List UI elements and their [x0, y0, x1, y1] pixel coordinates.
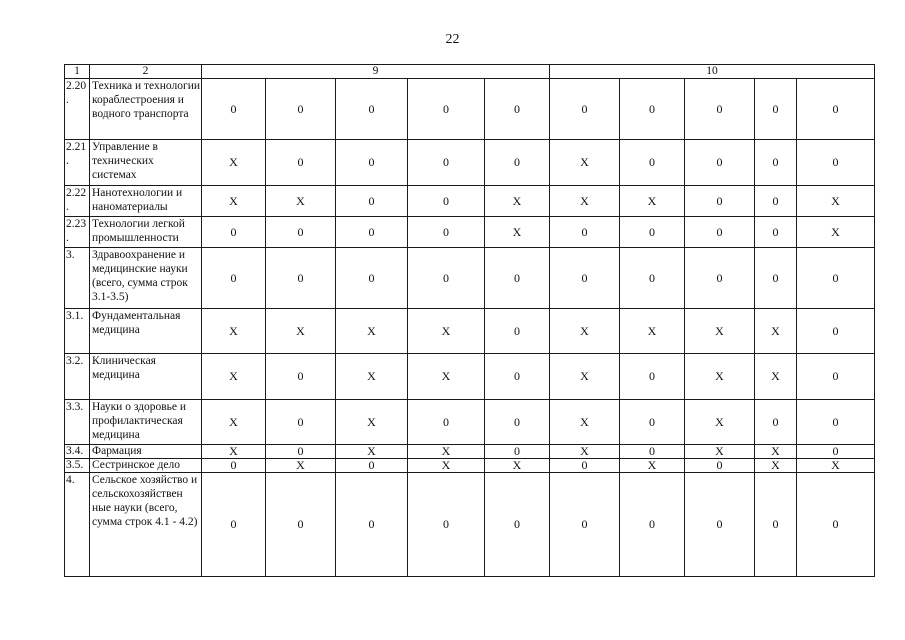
cell: X: [202, 309, 266, 354]
cell: 0: [755, 140, 797, 186]
cell: 0: [266, 79, 336, 140]
cell: X: [336, 309, 408, 354]
cell: X: [266, 459, 336, 473]
cell: 0: [620, 354, 685, 400]
cell: 0: [408, 140, 485, 186]
row-name: Фундаментальная медицина: [90, 309, 202, 354]
cell: X: [797, 459, 875, 473]
cell: 0: [620, 79, 685, 140]
cell: 0: [685, 473, 755, 577]
header-group-9: 9: [202, 65, 550, 79]
cell: 0: [550, 459, 620, 473]
cell: 0: [485, 445, 550, 459]
cell: X: [485, 217, 550, 248]
cell: X: [202, 445, 266, 459]
cell: 0: [620, 445, 685, 459]
cell: 0: [485, 400, 550, 445]
row-number: 2.23 .: [65, 217, 90, 248]
cell: 0: [755, 186, 797, 217]
row-name: Управление в технических системах: [90, 140, 202, 186]
cell: 0: [620, 248, 685, 309]
cell: 0: [485, 79, 550, 140]
cell: 0: [550, 248, 620, 309]
cell: 0: [797, 309, 875, 354]
cell: 0: [266, 400, 336, 445]
row-number: 3.5.: [65, 459, 90, 473]
header-group-10: 10: [550, 65, 875, 79]
cell: 0: [485, 473, 550, 577]
cell: 0: [755, 217, 797, 248]
table-row: [65, 354, 875, 400]
cell: 0: [620, 400, 685, 445]
cell: 0: [408, 217, 485, 248]
cell: X: [550, 140, 620, 186]
cell: X: [336, 354, 408, 400]
cell: 0: [485, 354, 550, 400]
cell: X: [266, 186, 336, 217]
row-number: 3.3.: [65, 400, 90, 445]
cell: 0: [336, 140, 408, 186]
cell: X: [550, 309, 620, 354]
cell: 0: [485, 309, 550, 354]
row-number: 3.4.: [65, 445, 90, 459]
cell: 0: [202, 79, 266, 140]
cell: 0: [685, 217, 755, 248]
cell: X: [620, 186, 685, 217]
cell: X: [550, 186, 620, 217]
row-number: 3.: [65, 248, 90, 309]
table-row: [65, 140, 875, 186]
cell: X: [685, 309, 755, 354]
table-row: [65, 217, 875, 248]
cell: 0: [266, 217, 336, 248]
table-row: [65, 400, 875, 445]
cell: 0: [797, 140, 875, 186]
cell: 0: [755, 400, 797, 445]
cell: X: [685, 354, 755, 400]
cell: 0: [202, 459, 266, 473]
cell: X: [336, 400, 408, 445]
cell: X: [408, 354, 485, 400]
cell: 0: [685, 186, 755, 217]
table-row: [65, 79, 875, 140]
row-name: Технологии легкой промышленности: [90, 217, 202, 248]
cell: X: [755, 459, 797, 473]
cell: 0: [408, 186, 485, 217]
table-row: [65, 459, 875, 473]
cell: 0: [202, 473, 266, 577]
cell: X: [755, 309, 797, 354]
cell: 0: [620, 217, 685, 248]
cell: X: [336, 445, 408, 459]
cell: 0: [408, 248, 485, 309]
cell: 0: [550, 473, 620, 577]
header-col-2: 2: [90, 65, 202, 79]
row-number: 2.20 .: [65, 79, 90, 140]
cell: X: [202, 400, 266, 445]
cell: X: [550, 445, 620, 459]
cell: 0: [797, 354, 875, 400]
cell: X: [485, 186, 550, 217]
row-name: Фармация: [90, 445, 202, 459]
cell: X: [408, 309, 485, 354]
cell: 0: [685, 459, 755, 473]
cell: X: [408, 445, 485, 459]
row-name: Сестринское дело: [90, 459, 202, 473]
row-number: 3.2.: [65, 354, 90, 400]
cell: X: [797, 186, 875, 217]
cell: 0: [336, 79, 408, 140]
row-name: Техника и технологии кораблестроения и водного транспорта: [90, 79, 202, 140]
cell: 0: [266, 354, 336, 400]
cell: X: [797, 217, 875, 248]
cell: 0: [620, 473, 685, 577]
cell: X: [202, 354, 266, 400]
cell: 0: [620, 140, 685, 186]
cell: X: [620, 459, 685, 473]
cell: X: [202, 186, 266, 217]
cell: 0: [755, 248, 797, 309]
table-row: [65, 248, 875, 309]
cell: 0: [550, 79, 620, 140]
cell: 0: [336, 248, 408, 309]
cell: X: [550, 400, 620, 445]
row-name: Нанотехнологии и наноматериалы: [90, 186, 202, 217]
cell: 0: [336, 186, 408, 217]
row-number: 2.22 .: [65, 186, 90, 217]
cell: 0: [336, 473, 408, 577]
row-name: Сельское хозяйство и сельскохозяйствен ные науки (всего, сумма строк 4.1 - 4.2): [90, 473, 202, 577]
cell: 0: [685, 79, 755, 140]
cell: 0: [685, 248, 755, 309]
cell: 0: [266, 248, 336, 309]
cell: 0: [797, 79, 875, 140]
row-name: Науки о здоровье и профилактическая медицина: [90, 400, 202, 445]
page-number: 22: [445, 32, 460, 47]
cell: 0: [336, 459, 408, 473]
cell: X: [485, 459, 550, 473]
header-col-1: 1: [65, 65, 90, 79]
cell: 0: [797, 445, 875, 459]
cell: 0: [266, 445, 336, 459]
cell: X: [755, 445, 797, 459]
row-number: 3.1.: [65, 309, 90, 354]
cell: 0: [797, 248, 875, 309]
cell: X: [550, 354, 620, 400]
cell: 0: [408, 79, 485, 140]
cell: 0: [408, 473, 485, 577]
table-row: [65, 473, 875, 577]
cell: X: [266, 309, 336, 354]
cell: 0: [550, 217, 620, 248]
table-row: [65, 445, 875, 459]
row-number: 2.21 .: [65, 140, 90, 186]
cell: X: [685, 445, 755, 459]
cell: 0: [485, 140, 550, 186]
cell: 0: [755, 79, 797, 140]
table-row: [65, 309, 875, 354]
cell: 0: [797, 473, 875, 577]
cell: 0: [485, 248, 550, 309]
cell: X: [408, 459, 485, 473]
cell: 0: [755, 473, 797, 577]
row-number: 4.: [65, 473, 90, 577]
header-row: [65, 65, 875, 79]
cell: X: [685, 400, 755, 445]
row-name: Клиническая медицина: [90, 354, 202, 400]
cell: 0: [266, 473, 336, 577]
cell: 0: [202, 217, 266, 248]
cell: 0: [408, 400, 485, 445]
cell: 0: [336, 217, 408, 248]
cell: X: [202, 140, 266, 186]
cell: 0: [685, 140, 755, 186]
data-table: [64, 64, 875, 577]
cell: 0: [266, 140, 336, 186]
row-name: Здравоохранение и медицинские науки (всего, сумма строк 3.1-3.5): [90, 248, 202, 309]
cell: 0: [797, 400, 875, 445]
cell: 0: [202, 248, 266, 309]
cell: X: [620, 309, 685, 354]
cell: X: [755, 354, 797, 400]
table-row: [65, 186, 875, 217]
